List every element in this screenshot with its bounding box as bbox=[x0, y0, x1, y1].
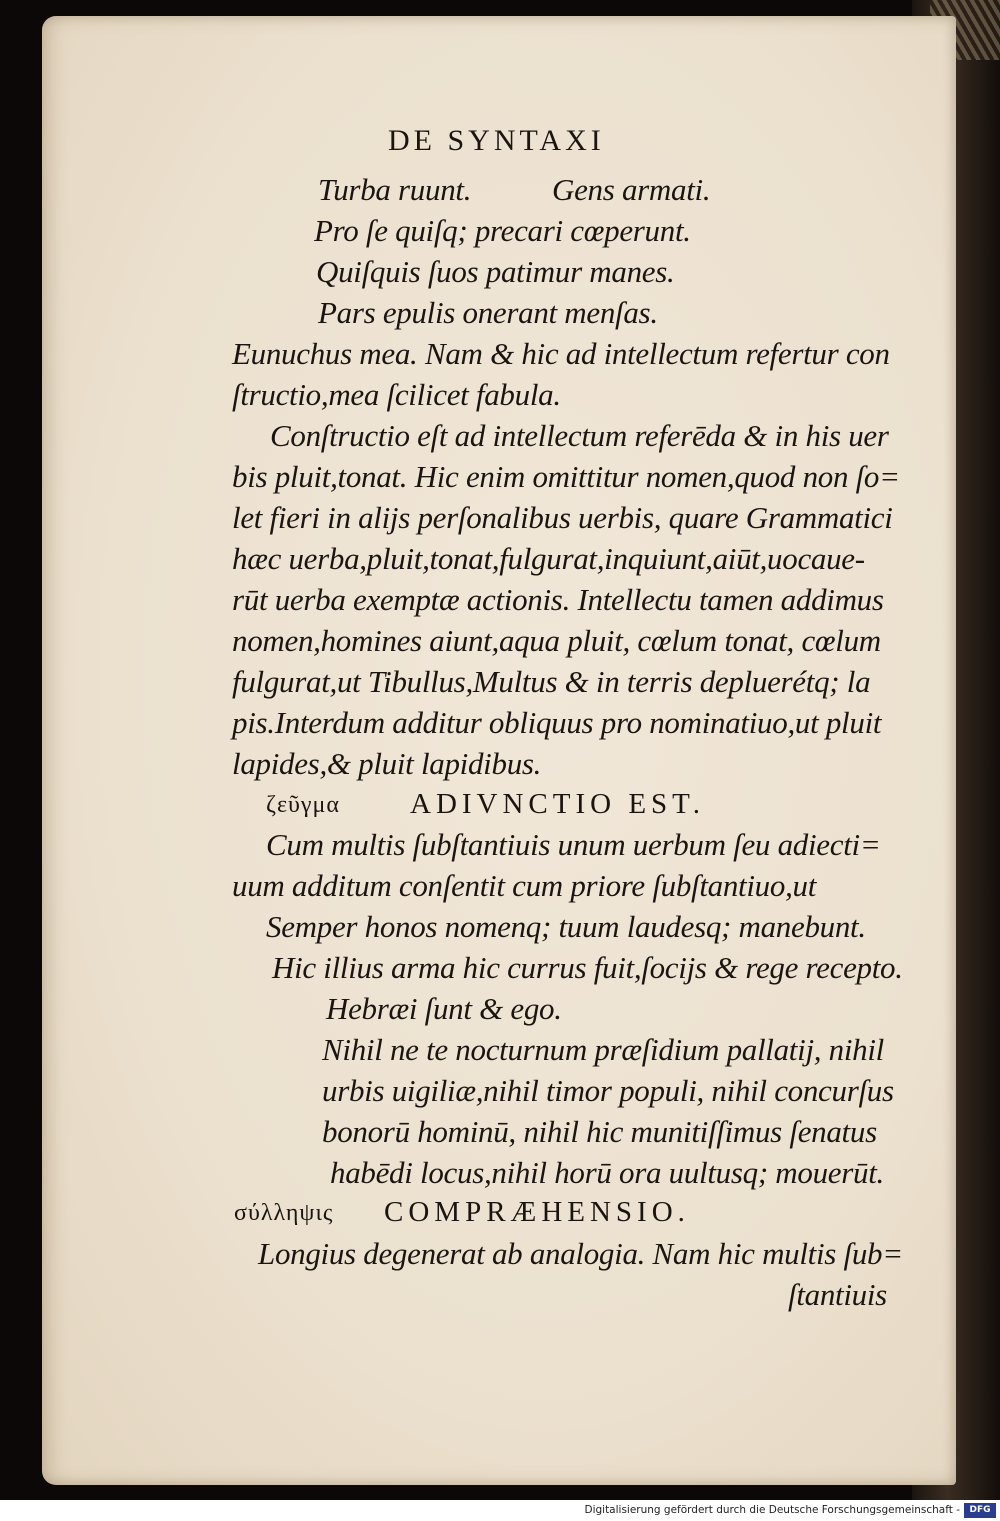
text-line: Cum multis ſubſtantiuis unum uerbum ſeu adiecti= bbox=[266, 827, 881, 862]
text-line: Pars epulis onerant menſas. bbox=[318, 295, 658, 330]
text-line: Hebræi ſunt & ego. bbox=[326, 991, 562, 1026]
running-header: DE SYNTAXI bbox=[388, 124, 605, 157]
footer-bar bbox=[0, 1500, 1000, 1521]
text-line: Longius degenerat ab analogia. Nam hic multis ſub= bbox=[258, 1236, 903, 1271]
book-page bbox=[42, 16, 956, 1485]
section-heading: COMPRÆHENSIO. bbox=[384, 1196, 690, 1228]
text-line: pis.Interdum additur obliquus pro nominatiuo,ut pluit bbox=[232, 705, 882, 740]
text-line: Eunuchus mea. Nam & hic ad intellectum refertur con bbox=[232, 336, 890, 371]
text-line: Gens armati. bbox=[552, 172, 711, 207]
text-line: hæc uerba,pluit,tonat,fulgurat,inquiunt,aiūt,uocaue- bbox=[232, 541, 865, 576]
text-line: let fieri in alijs perſonalibus uerbis, quare Grammatici bbox=[232, 500, 893, 535]
text-line: ſtructio,mea ſcilicet fabula. bbox=[232, 377, 561, 412]
text-line: habēdi locus,nihil horū ora uultusq; mouerūt. bbox=[330, 1155, 884, 1190]
text-line: rūt uerba exemptæ actionis. Intellectu tamen addimus bbox=[232, 582, 884, 617]
text-line: nomen,homines aiunt,aqua pluit, cœlum tonat, cœlum bbox=[232, 623, 881, 658]
text-line: bonorū hominū, nihil hic munitiſſimus ſenatus bbox=[322, 1114, 877, 1149]
greek-term: σύλληψις bbox=[234, 1200, 334, 1226]
text-line: urbis uigiliæ,nihil timor populi, nihil concurſus bbox=[322, 1073, 894, 1108]
text-line: Turba ruunt. bbox=[318, 172, 472, 207]
text-line: lapides,& pluit lapidibus. bbox=[232, 746, 542, 781]
text-line: Quiſquis ſuos patimur manes. bbox=[316, 254, 675, 289]
text-line: Conſtructio eſt ad intellectum referēda & in his uer bbox=[270, 418, 889, 453]
section-heading: ADIVNCTIO EST. bbox=[410, 788, 705, 820]
text-line: uum additum conſentit cum priore ſubſtantiuo,ut bbox=[232, 868, 817, 903]
text-line: Pro ſe quiſq; precari cœperunt. bbox=[314, 213, 691, 248]
greek-term: ζεῦγμα bbox=[266, 792, 340, 818]
funding-credit: Digitalisierung gefördert durch die Deutsche Forschungsgemeinschaft - bbox=[584, 1504, 960, 1516]
text-line: fulgurat,ut Tibullus,Multus & in terris depluerétq; la bbox=[232, 664, 871, 699]
text-line: Nihil ne te nocturnum præſidium pallatij, nihil bbox=[322, 1032, 884, 1067]
text-line: Hic illius arma hic currus fuit,ſocijs & rege recepto. bbox=[272, 950, 903, 985]
text-line: Semper honos nomenq; tuum laudesq; manebunt. bbox=[266, 909, 866, 944]
dfg-logo-icon: DFG bbox=[964, 1503, 996, 1518]
text-line: bis pluit,tonat. Hic enim omittitur nomen,quod non ſo= bbox=[232, 459, 900, 494]
catchword: ſtantiuis bbox=[788, 1277, 887, 1312]
page-text bbox=[42, 16, 956, 1485]
